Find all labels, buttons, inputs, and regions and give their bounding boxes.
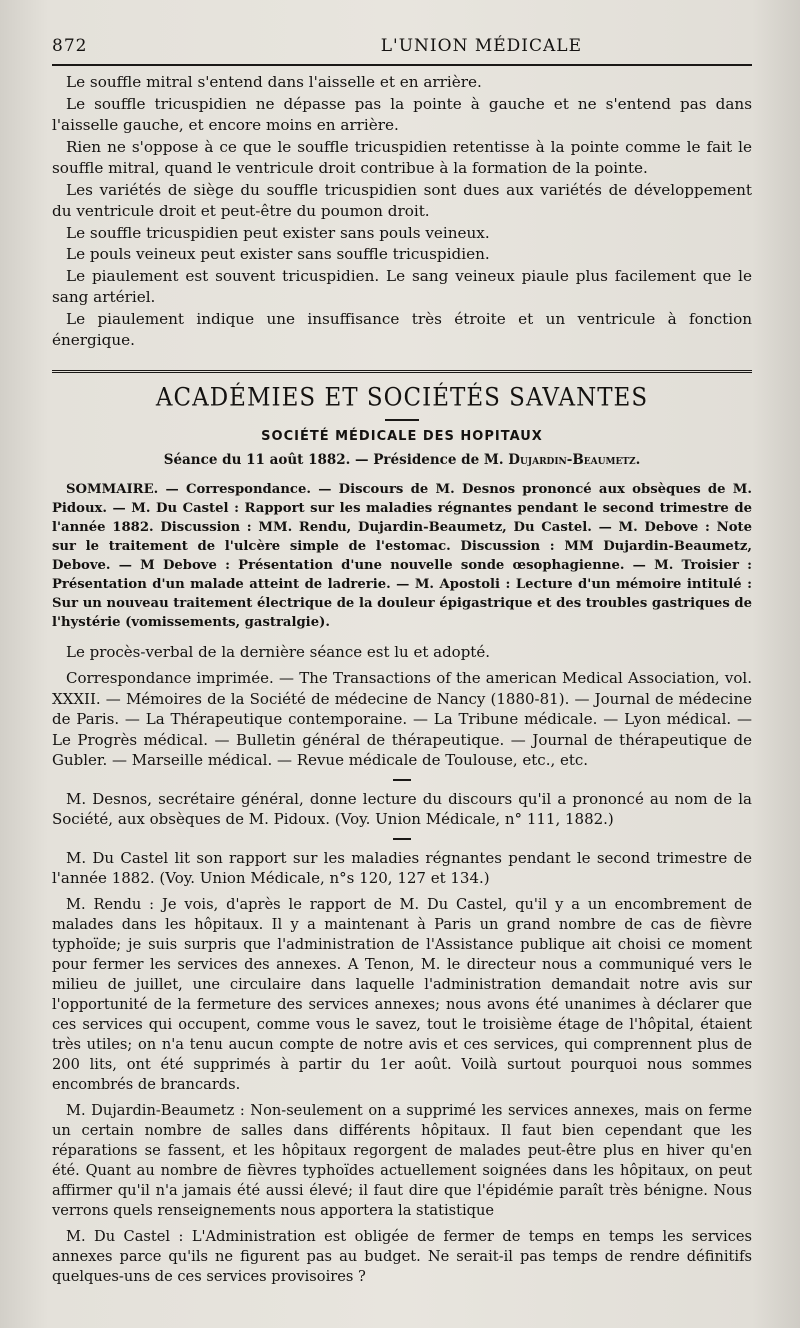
paragraph: Les variétés de siège du souffle tricuspidien sont dues aux variétés de développement du ventricule droit et peut-être du poumon droit. bbox=[52, 180, 752, 220]
separator bbox=[393, 838, 411, 840]
session-president: Dujardin-Beaumetz. bbox=[508, 451, 641, 468]
paragraph: Le souffle tricuspidien ne dépasse pas la pointe à gauche et ne s'entend pas dans l'aisselle gauche, et encore moins en arrière. bbox=[52, 94, 752, 134]
paragraph: M. Rendu : Je vois, d'après le rapport de M. Du Castel, qu'il y a un encombrement de malades dans les hôpitaux. Il y a maintenant à Paris un grand nombre de cas de fièvre typhoïde; je suis surpris que l'administration de l'Assistance publique ait choisi ce moment pour fermer les services des annexes. A Tenon, M. le directeur nous a communiqué vers le milieu de juillet, une circulaire dans laquelle l'administration demandait notre avis sur l'opportunité de la fermeture des services annexes; nous avons été unanimes à déclarer que ces services qui occupent, comme vous le savez, tout le troisième étage de l'hôpital, étaient très utiles; on n'a tenu aucun compte de notre avis et ces services, qui comprennent plus de 200 lits, ont été supprimés à partir du 1er août. Voilà surtout pourquoi nous sommes encombrés de brancards. bbox=[52, 895, 752, 1093]
summary-block bbox=[52, 480, 752, 632]
paragraph: M. Du Castel lit son rapport sur les maladies régnantes pendant le second trimestre de l'année 1882. (Voy. Union Médicale, n°s 120, 127 et 134.) bbox=[52, 848, 752, 887]
paragraph: Le piaulement est souvent tricuspidien. Le sang veineux piaule plus facilement que le sang artériel. bbox=[52, 266, 752, 306]
separator bbox=[393, 779, 411, 781]
paragraph: Le souffle mitral s'entend dans l'aisselle et en arrière. bbox=[66, 73, 482, 91]
session-line bbox=[52, 452, 752, 468]
paragraph: Le pouls veineux peut exister sans souffle tricuspidien. bbox=[66, 245, 490, 263]
session-date: Séance du 11 août 1882. — Présidence de M. bbox=[163, 451, 504, 468]
society-title: SOCIÉTÉ MÉDICALE DES HOPITAUX bbox=[261, 428, 543, 444]
page-number: 872 bbox=[52, 36, 88, 56]
paragraph: Rien ne s'oppose à ce que le souffle tricuspidien retentisse à la pointe comme le fait le souffle mitral, quand le ventricule droit contribue à la formation de la pointe. bbox=[52, 137, 752, 177]
paragraph: M. Dujardin-Beaumetz : Non-seulement on a supprimé les services annexes, mais on ferme un certain nombre de salles dans différents hôpitaux. Il faut bien cependant que les réparations se fassent, et les hôpitaux regorgent de malades peut-être plus en hiver qu'en été. Quant au nombre de fièvres typhoïdes actuellement soignées dans les hôpitaux, on peut affirmer qu'il n'a jamais été aussi élevé; il faut dire que l'épidémie paraît très bénigne. Nous verrons quels renseignements nous apportera la statistique bbox=[52, 1101, 752, 1219]
discussion-text bbox=[52, 895, 752, 1287]
intro-text bbox=[52, 72, 752, 352]
title-rule bbox=[385, 419, 419, 421]
running-header bbox=[52, 36, 752, 56]
paragraph: M. Desnos, secrétaire général, donne lecture du discours qu'il a prononcé au nom de la Société, aux obsèques de M. Pidoux. (Voy. Union Médicale, n° 111, 1882.) bbox=[52, 789, 752, 828]
paragraph: Le piaulement indique une insuffisance très étroite et un ventricule à fonction énergique. bbox=[52, 309, 752, 349]
minutes-text bbox=[52, 642, 752, 895]
header-rule bbox=[52, 64, 752, 66]
section-title: ACADÉMIES ET SOCIÉTÉS SAVANTES bbox=[155, 383, 649, 412]
page-content bbox=[52, 36, 752, 1287]
paragraph: Correspondance imprimée. — The Transactions of the american Medical Association, vol. XXXII. — Mémoires de la Société de médecine de Nancy (1880-81). — Journal de médecine de Paris. — La Thérapeutique contemporaine. — La Tribune médicale. — Lyon médical. — Le Progrès médical. — Bulletin général de thérapeutique. — Journal de thérapeutique de Gubler. — Marseille médical. — Revue médicale de Toulouse, etc., etc. bbox=[52, 669, 752, 769]
summary-text: SOMMAIRE. — Correspondance. — Discours de M. Desnos prononcé aux obsèques de M. Pidoux. — M. Du Castel : Rapport sur les maladies régnantes pendant le second trimestre de l'année 1882. Discussion : MM. Rendu, Dujardin-Beaumetz, Du Castel. — M. Debove : Note sur le traitement de l'ulcère simple de l'estomac. Discussion : MM Dujardin-Beaumetz, Debove. — M Debove : Présentation d'une nouvelle sonde œsophagienne. — M. Troisier : Présentation d'un malade atteint de ladrerie. — M. Apostoli : Lecture d'un mémoire intitulé : Sur un nouveau traitement électrique de la douleur épigastrique et des troubles gastriques de l'hystérie (vomissements, gastralgie). bbox=[52, 481, 752, 630]
section-rule bbox=[52, 370, 752, 375]
paragraph: Le souffle tricuspidien peut exister sans pouls veineux. bbox=[66, 223, 490, 242]
paragraph: Le procès-verbal de la dernière séance est lu et adopté. bbox=[66, 642, 490, 661]
paragraph: M. Du Castel : L'Administration est obligée de fermer de temps en temps les services annexes parce qu'ils ne figurent pas au budget. Ne serait-il pas temps de rendre définitifs quelques-uns de ces services provisoires ? bbox=[52, 1227, 752, 1285]
journal-title: L'UNION MÉDICALE bbox=[380, 36, 582, 56]
